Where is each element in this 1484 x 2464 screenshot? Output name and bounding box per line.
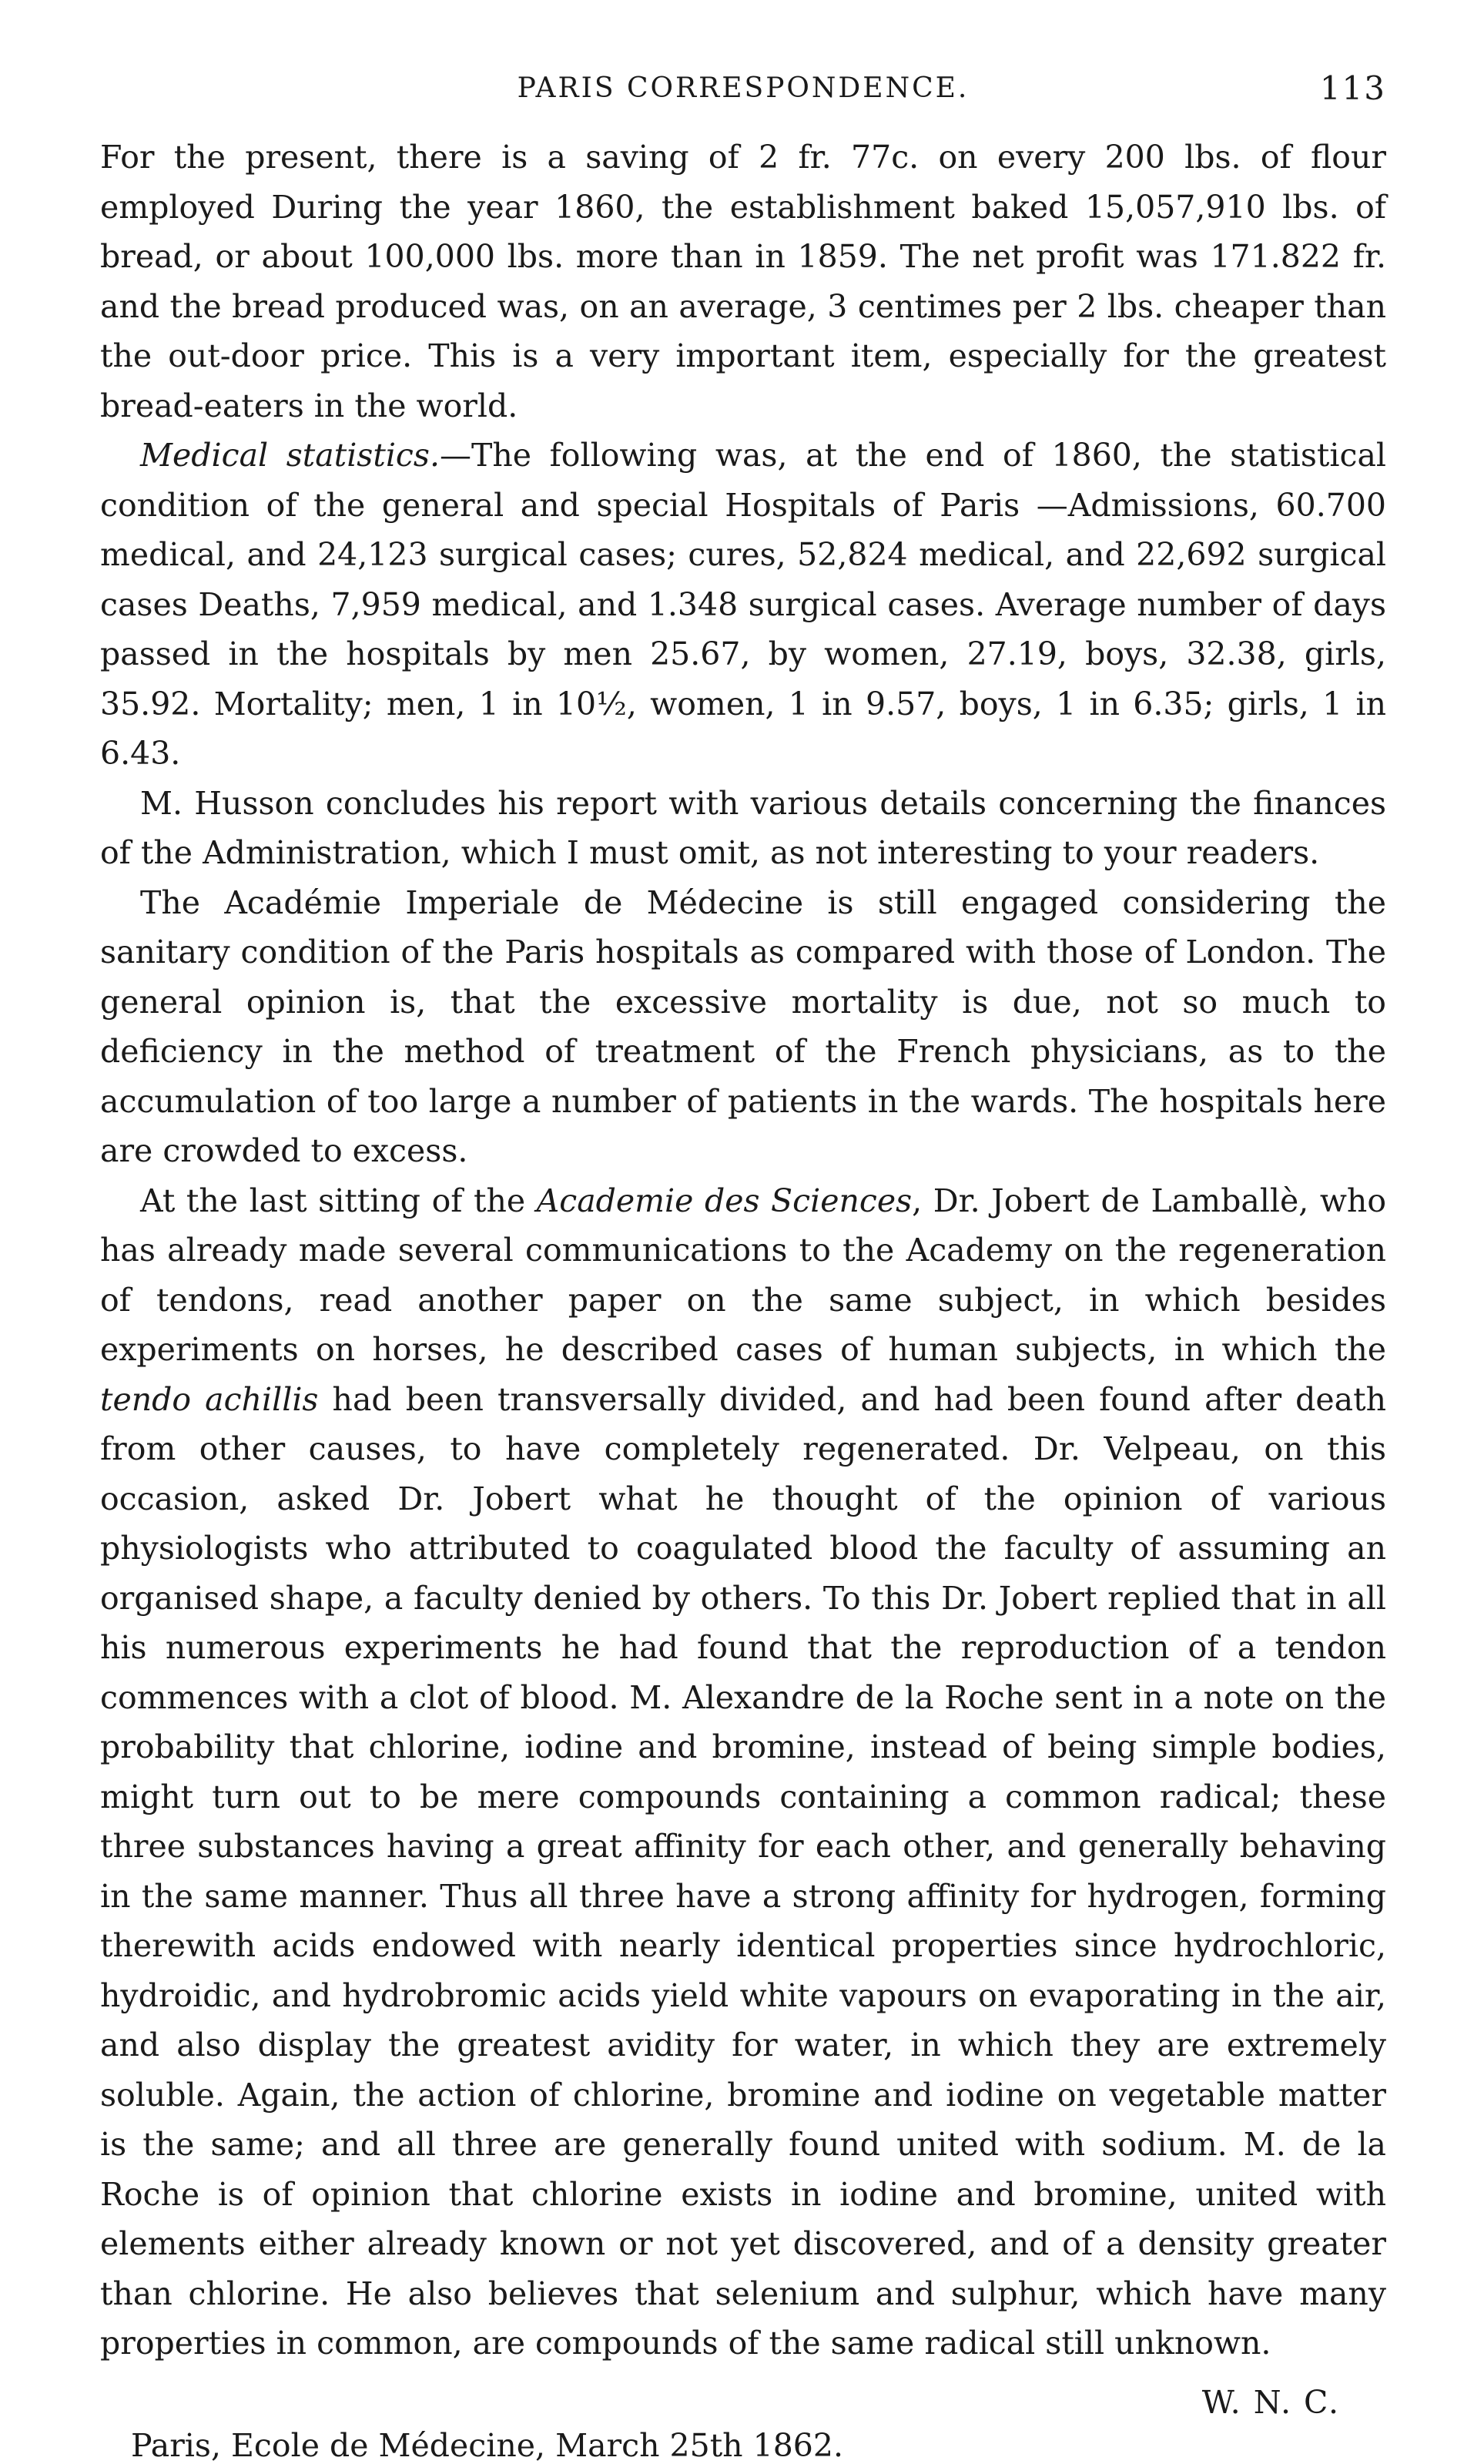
page-number: 113: [1319, 69, 1386, 107]
running-head: PARIS CORRESPONDENCE.: [517, 72, 970, 104]
tendo-achillis-term: tendo achillis: [100, 1380, 319, 1418]
paragraph-academie-medecine: The Académie Imperiale de Médecine is still engaged considering the sanitary condition of the Paris hospitals as compared with those of London. The general opinion is, that the excessive mortality is due, not so much to deficiency in the method of treatment of the French physicians, as to the accumulation of too large a number of patients in the wards. The hospitals here are crowded to excess.: [100, 883, 1386, 1169]
article-body: [100, 132, 1386, 2368]
signature: W. N. C.: [1201, 2383, 1340, 2421]
paragraph-medical-statistics: [100, 431, 1386, 779]
paragraph-bread-savings: For the present, there is a saving of 2 fr. 77c. on every 200 lbs. of flour employed During the year 1860, the establishment baked 15,057,910 lbs. of bread, or about 100,000 lbs. more than in 1859. The net profit was 171.822 fr. and the bread produced was, on an average, 3 centimes per 2 lbs. cheaper than the out-door price. This is a very important item, especially for the greatest bread-eaters in the world.: [100, 139, 1386, 424]
page: [100, 69, 1386, 2464]
academie-sciences-text-b: , Dr. Jobert de Lamballè, who has already made several communications to the Academy on the regeneration of tendons, read another paper on the same subject, in which besides experiments on horses, he described cases of human subjects, in which the: [100, 1182, 1387, 1368]
medical-statistics-heading: Medical statistics.: [140, 437, 440, 474]
medical-statistics-text: —The following was, at the end of 1860, the statistical condition of the general and special Hospitals of Paris —Admissions, 60.700 medical, and 24,123 surgical cases; cures, 52,824 medical, and 22,692 surgical cases Deaths, 7,959 medical, and 1.348 surgical cases. Average number of days passed in the hospitals by men 25.67, by women, 27.19, boys, 32.38, girls, 35.92. Mortality; men, 1 in 10½, women, 1 in 9.57, boys, 1 in 6.35; girls, 1 in 6.43.: [100, 437, 1387, 772]
page-header: [100, 69, 1386, 123]
paragraph-husson-report: M. Husson concludes his report with various details concerning the finances of the Administration, which I must omit, as not interesting to your readers.: [100, 784, 1386, 871]
academie-sciences-text-c: had been transversally divided, and had been found after death from other causes, to have completely regenerated. Dr. Velpeau, on this occasion, asked Dr. Jobert what he thought of the opinion of various physiologists who attributed to coagulated blood the faculty of assuming an organised shape, a faculty denied by others. To this Dr. Jobert replied that in all his numerous experiments he had found that the reproduction of a tendon commences with a clot of blood. M. Alexandre de la Roche sent in a note on the probability that chlorine, iodine and bromine, instead of being simple bodies, might turn out to be mere compounds containing a common radical; these three substances having a great affinity for each other, and generally behaving in the same manner. Thus all three have a strong affinity for hydrogen, forming therewith acids endowed with nearly identical properties since hydrochloric, hydroidic, and hydrobromic acids yield white vapours on evaporating in the air, and also display the greatest avidity for water, in which they are extremely soluble. Again, the action of chlorine, bromine and iodine on vegetable matter is the same; and all three are generally found united with sodium. M. de la Roche is of opinion that chlorine exists in iodine and bromine, united with elements either already known or not yet discovered, and of a density greater than chlorine. He also believes that selenium and sulphur, which have many properties in common, are compounds of the same radical still unknown.: [100, 1380, 1386, 2362]
paragraph-academie-sciences: [100, 1176, 1386, 2368]
academie-sciences-text-a: At the last sitting of the: [140, 1182, 537, 1219]
academie-sciences-title: Academie des Sciences: [536, 1182, 913, 1219]
dateline: Paris, Ecole de Médecine, March 25th 1862.: [131, 2426, 843, 2464]
